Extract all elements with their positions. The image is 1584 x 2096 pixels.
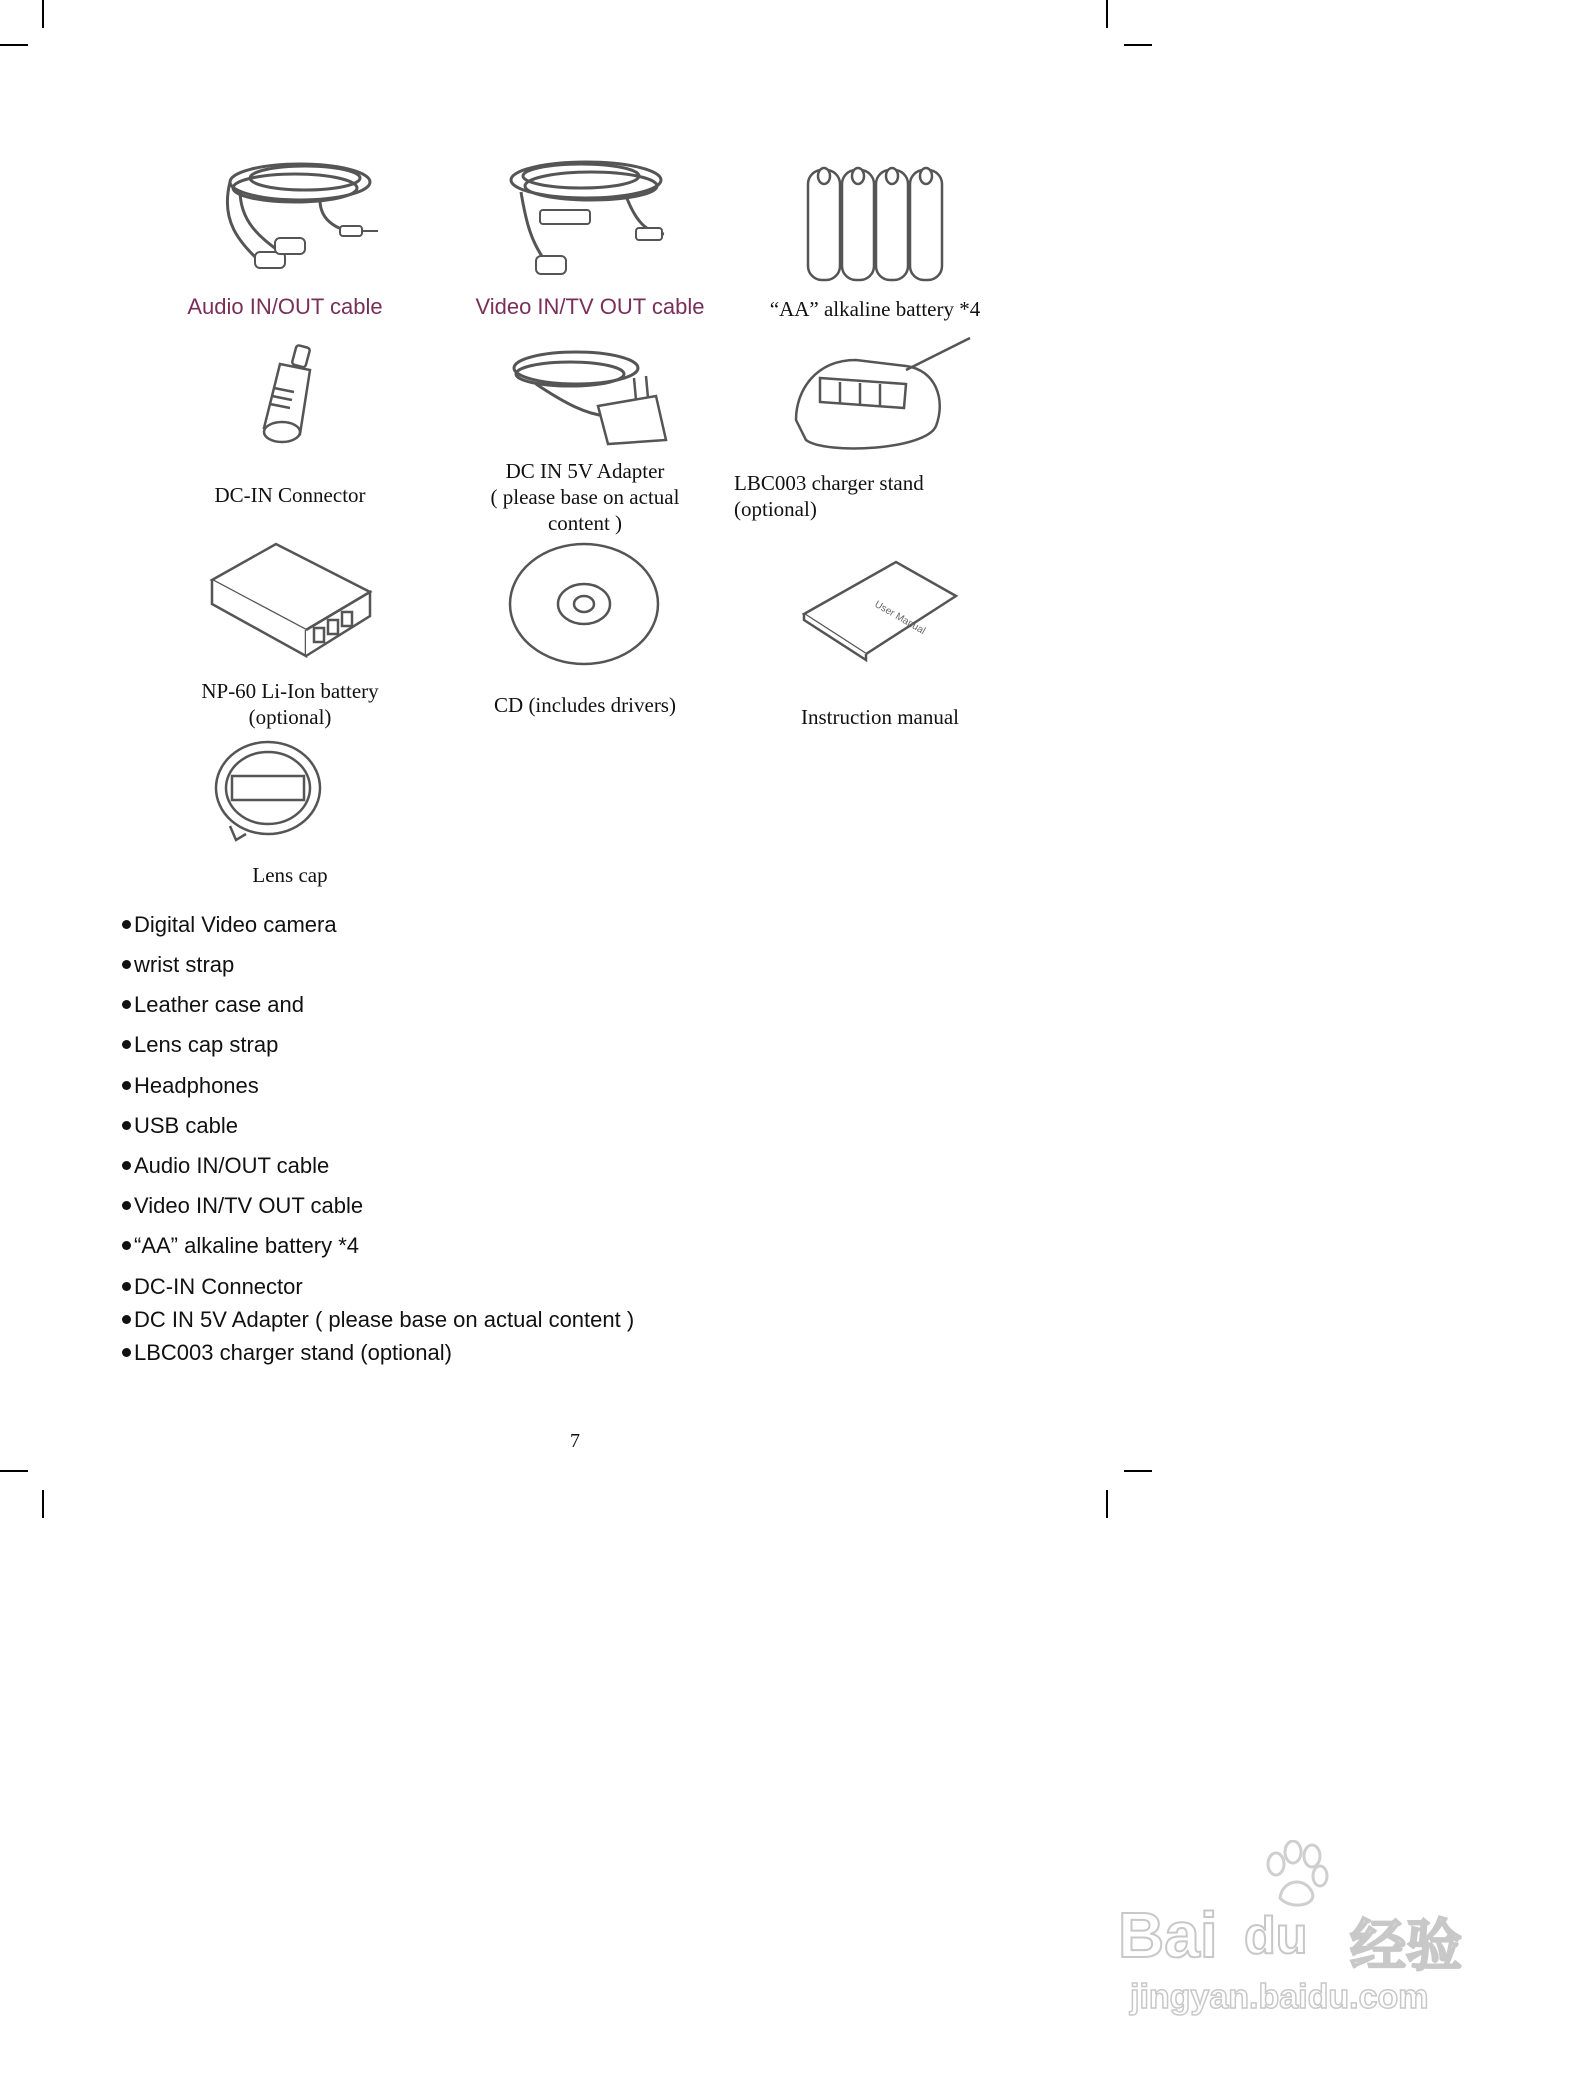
item-caption: Audio IN/OUT cable bbox=[187, 294, 383, 319]
bullet-icon bbox=[122, 1161, 131, 1170]
bullet-icon bbox=[122, 1121, 131, 1130]
caption-line: ( please base on actual bbox=[490, 485, 680, 509]
power-adapter-icon bbox=[506, 344, 676, 448]
item-caption bbox=[160, 678, 420, 730]
caption-line: content ) bbox=[547, 511, 623, 535]
watermark-brand: Bai bbox=[1118, 1899, 1218, 1971]
item-caption bbox=[734, 470, 994, 522]
caption-line: (optional) bbox=[734, 497, 817, 521]
bullet-icon bbox=[122, 1040, 131, 1049]
watermark-url: jingyan.baidu.com bbox=[1130, 1978, 1429, 2016]
bullet-icon bbox=[122, 1000, 131, 1009]
crop-mark bbox=[1106, 1490, 1108, 1518]
item-caption: DC-IN Connector bbox=[214, 483, 366, 507]
manual-cover-text: User Manual bbox=[872, 599, 928, 637]
paw-logo-icon bbox=[1260, 1840, 1330, 1910]
bullet-icon bbox=[122, 960, 131, 969]
watermark-cn: 经验 bbox=[1350, 1914, 1462, 1979]
list-item: “AA” alkaline battery *4 bbox=[122, 1233, 359, 1259]
list-item: DC IN 5V Adapter ( please base on actual content ) bbox=[122, 1307, 634, 1333]
charger-stand-icon bbox=[786, 330, 976, 460]
list-item: Headphones bbox=[122, 1073, 259, 1099]
caption-line: NP-60 Li-Ion battery bbox=[201, 679, 379, 703]
bullet-icon bbox=[122, 1201, 131, 1210]
page-number: 7 bbox=[570, 1430, 580, 1452]
cd-icon bbox=[504, 540, 664, 670]
caption-line: (optional) bbox=[248, 705, 332, 729]
list-item: Audio IN/OUT cable bbox=[122, 1153, 329, 1179]
crop-mark bbox=[42, 1490, 44, 1518]
list-item: LBC003 charger stand (optional) bbox=[122, 1340, 452, 1366]
item-caption: Instruction manual bbox=[800, 705, 960, 729]
list-item: DC-IN Connector bbox=[122, 1274, 303, 1300]
video-cable-icon bbox=[496, 152, 676, 288]
list-item: Video IN/TV OUT cable bbox=[122, 1193, 363, 1219]
dc-in-connector-icon bbox=[250, 344, 330, 448]
bullet-icon bbox=[122, 1081, 131, 1090]
list-item: Digital Video camera bbox=[122, 912, 337, 938]
list-item: Lens cap strap bbox=[122, 1032, 278, 1058]
watermark-brand-du: du bbox=[1244, 1907, 1308, 1965]
bullet-icon bbox=[122, 920, 131, 929]
item-caption: Video IN/TV OUT cable bbox=[475, 294, 705, 319]
bullet-icon bbox=[122, 1241, 131, 1250]
crop-mark bbox=[42, 0, 44, 28]
baidu-jingyan-watermark bbox=[1110, 1840, 1490, 2020]
crop-mark bbox=[0, 1470, 28, 1472]
crop-mark bbox=[1124, 1470, 1152, 1472]
lens-cap-icon bbox=[210, 736, 330, 846]
manual-icon bbox=[796, 556, 966, 666]
list-item: wrist strap bbox=[122, 952, 234, 978]
list-item: Leather case and bbox=[122, 992, 304, 1018]
bullet-icon bbox=[122, 1348, 131, 1357]
bullet-icon bbox=[122, 1315, 131, 1324]
caption-line: DC IN 5V Adapter bbox=[505, 459, 665, 483]
list-item: USB cable bbox=[122, 1113, 238, 1139]
item-caption: Lens cap bbox=[252, 863, 328, 887]
aa-batteries-icon bbox=[800, 160, 950, 284]
bullet-icon bbox=[122, 1282, 131, 1291]
li-ion-battery-icon bbox=[206, 540, 376, 670]
audio-cable-icon bbox=[200, 152, 380, 288]
item-caption bbox=[460, 458, 710, 536]
caption-line: LBC003 charger stand bbox=[734, 471, 924, 495]
crop-mark bbox=[0, 44, 28, 46]
item-caption: “AA” alkaline battery *4 bbox=[769, 297, 981, 321]
crop-mark bbox=[1106, 0, 1108, 28]
item-caption: CD (includes drivers) bbox=[494, 693, 676, 717]
crop-mark bbox=[1124, 44, 1152, 46]
